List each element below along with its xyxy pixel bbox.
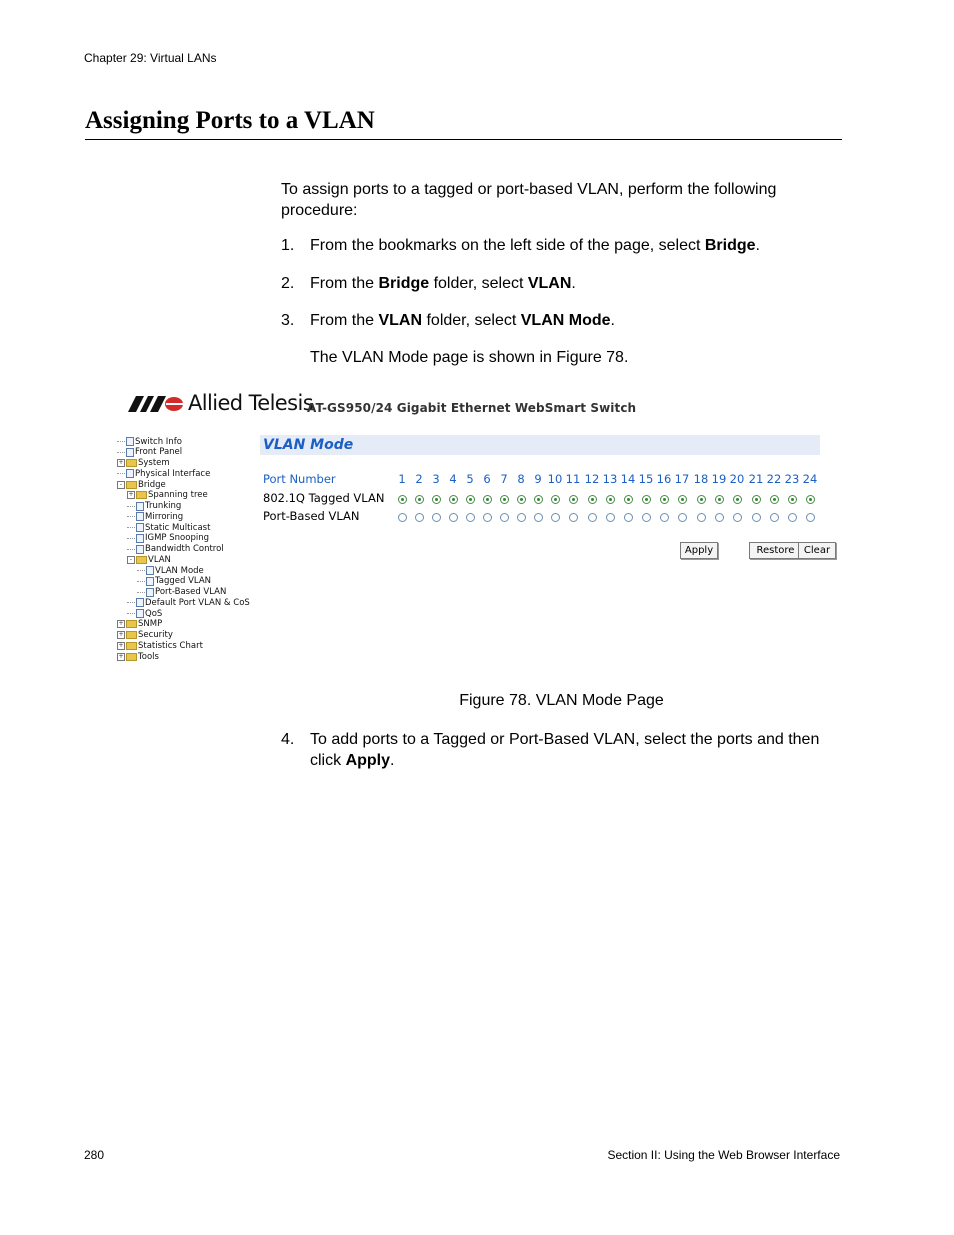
- port-number: 6: [483, 472, 491, 486]
- tree-connector-icon: [117, 441, 125, 442]
- port-number: 12: [584, 472, 600, 486]
- step-number: 2.: [281, 275, 295, 292]
- tree-connector-icon: [117, 473, 125, 474]
- tree-connector-icon: [127, 602, 135, 603]
- tagged-vlan-radio[interactable]: [517, 495, 526, 504]
- tree-item[interactable]: [117, 436, 182, 447]
- tagged-vlan-radio[interactable]: [551, 495, 560, 504]
- tree-item[interactable]: [127, 544, 224, 555]
- tree-item-label: Bandwidth Control: [145, 544, 224, 554]
- tagged-vlan-radio[interactable]: [806, 495, 815, 504]
- tree-item-label: SNMP: [138, 619, 163, 630]
- tree-item-label: Trunking: [145, 501, 182, 511]
- tree-connector-icon: [127, 527, 135, 528]
- port-number: 24: [802, 472, 818, 486]
- tree-item-label: VLAN Mode: [155, 565, 204, 576]
- tree-connector-icon: [127, 613, 135, 614]
- port-number-label: Port Number: [263, 472, 336, 486]
- port-number: 19: [711, 472, 727, 486]
- tree-item[interactable]: [137, 587, 226, 598]
- port-based-vlan-radio[interactable]: [449, 513, 458, 522]
- step-text: To add ports to a Tagged or Port-Based VLAN, select the ports and then click Apply.: [310, 731, 820, 769]
- tree-connector-icon: [137, 592, 145, 593]
- tagged-vlan-radio[interactable]: [588, 495, 597, 504]
- logo-text: Allied Telesis: [188, 391, 314, 415]
- tree-item-label: Security: [138, 630, 173, 640]
- section-title: Assigning Ports to a VLAN: [85, 107, 375, 134]
- tree-item-label: Switch Info: [135, 436, 182, 447]
- figure-header: [115, 388, 832, 424]
- step-text: From the VLAN folder, select VLAN Mode.: [310, 312, 615, 329]
- tree-item[interactable]: [127, 511, 183, 522]
- port-number: 10: [547, 472, 563, 486]
- tree-item-label: System: [138, 458, 170, 468]
- tree-item[interactable]: [117, 630, 173, 641]
- tree-item[interactable]: [127, 554, 171, 565]
- expand-icon[interactable]: +: [118, 652, 124, 660]
- port-based-vlan-radio[interactable]: [483, 513, 492, 522]
- port-based-vlan-radio[interactable]: [770, 513, 779, 522]
- tagged-vlan-radio[interactable]: [624, 495, 633, 504]
- tree-item-label: Tools: [138, 651, 159, 662]
- tree-connector-icon: [137, 570, 145, 571]
- page-icon: [126, 437, 134, 446]
- port-based-vlan-radio[interactable]: [606, 513, 615, 522]
- tree-item[interactable]: [127, 522, 210, 533]
- port-based-vlan-label: Port-Based VLAN: [263, 509, 360, 523]
- expand-icon[interactable]: +: [118, 641, 124, 649]
- collapse-icon[interactable]: -: [127, 556, 135, 564]
- port-based-vlan-radio[interactable]: [788, 513, 797, 522]
- tree-item[interactable]: [117, 468, 210, 479]
- port-based-vlan-radio[interactable]: [733, 513, 742, 522]
- tree-connector-icon: [127, 516, 135, 517]
- tree-connector-icon: [137, 581, 145, 582]
- port-based-vlan-radio[interactable]: [500, 513, 509, 522]
- tagged-vlan-radio[interactable]: [432, 495, 441, 504]
- step-number: 3.: [281, 312, 295, 329]
- tree-item-label: QoS: [145, 608, 163, 619]
- tree-connector-icon: [127, 538, 135, 539]
- tagged-vlan-radio[interactable]: [606, 495, 615, 504]
- folder-icon: [126, 631, 137, 639]
- folder-icon: [126, 459, 137, 467]
- tagged-vlan-radio[interactable]: [500, 495, 509, 504]
- tree-connector-icon: [127, 549, 135, 550]
- tree-item-label: Bridge: [138, 479, 166, 490]
- port-number: 13: [602, 472, 618, 486]
- step-3-result: The VLAN Mode page is shown in Figure 78.: [310, 349, 629, 366]
- section-footer: Section II: Using the Web Browser Interface: [607, 1148, 840, 1162]
- collapse-icon[interactable]: -: [117, 481, 125, 489]
- tree-item[interactable]: [127, 533, 209, 544]
- tagged-vlan-radio[interactable]: [715, 495, 724, 504]
- product-name: AT-GS950/24 Gigabit Ethernet WebSmart Switch: [307, 401, 637, 415]
- page-icon: [136, 512, 144, 521]
- vlan-mode-title-bar: [260, 435, 820, 455]
- intro-paragraph: To assign ports to a tagged or port-based VLAN, perform the following procedure:: [281, 181, 777, 219]
- port-based-vlan-radio[interactable]: [678, 513, 687, 522]
- tree-item[interactable]: [117, 651, 159, 662]
- tagged-vlan-label: 802.1Q Tagged VLAN: [263, 491, 385, 505]
- tree-item-label: Spanning tree: [148, 490, 208, 501]
- page-icon: [146, 588, 154, 597]
- page-icon: [136, 545, 144, 554]
- port-based-vlan-radio[interactable]: [551, 513, 560, 522]
- tagged-vlan-radio[interactable]: [534, 495, 543, 504]
- port-based-vlan-radio[interactable]: [715, 513, 724, 522]
- tree-item-label: Tagged VLAN: [155, 576, 212, 587]
- tagged-vlan-radio[interactable]: [642, 495, 651, 504]
- figure-caption: Figure 78. VLAN Mode Page: [459, 692, 664, 709]
- step-number: 4.: [281, 731, 295, 748]
- tree-item[interactable]: [127, 490, 208, 501]
- port-based-vlan-radio[interactable]: [642, 513, 651, 522]
- vlan-mode-screenshot: [115, 388, 832, 678]
- page-number: 280: [84, 1148, 105, 1162]
- port-number: 9: [534, 472, 542, 486]
- title-rule: [85, 139, 842, 140]
- tree-item-label: Port-Based VLAN: [155, 587, 227, 597]
- page-icon: [136, 609, 144, 618]
- port-number: 20: [729, 472, 745, 486]
- tree-item[interactable]: [117, 640, 203, 651]
- tree-item-label: VLAN: [148, 554, 171, 565]
- tree-item[interactable]: [127, 608, 162, 619]
- page-icon: [126, 448, 134, 457]
- page-icon: [146, 566, 154, 575]
- tagged-vlan-radio[interactable]: [398, 495, 407, 504]
- port-number: 15: [638, 472, 654, 486]
- tagged-vlan-radio[interactable]: [569, 495, 578, 504]
- port-based-vlan-radio[interactable]: [660, 513, 669, 522]
- tree-item-label: Statistics Chart: [138, 640, 203, 651]
- port-based-vlan-radio[interactable]: [466, 513, 475, 522]
- tree-item-label: Default Port VLAN & CoS: [145, 597, 250, 608]
- step-number: 1.: [281, 237, 295, 254]
- port-based-vlan-radio[interactable]: [517, 513, 526, 522]
- running-head: Chapter 29: Virtual LANs: [84, 51, 217, 65]
- tree-item-label: Static Multicast: [145, 522, 211, 533]
- folder-icon: [126, 620, 137, 628]
- tagged-vlan-radio[interactable]: [752, 495, 761, 504]
- tree-connector-icon: [117, 452, 125, 453]
- page-icon: [136, 502, 144, 511]
- folder-icon: [126, 642, 137, 650]
- tree-item[interactable]: [117, 458, 170, 469]
- port-number: 1: [398, 472, 406, 486]
- step-text: From the Bridge folder, select VLAN.: [310, 275, 576, 292]
- tagged-vlan-radio[interactable]: [483, 495, 492, 504]
- tagged-vlan-radio[interactable]: [788, 495, 797, 504]
- tree-item[interactable]: [117, 479, 166, 490]
- folder-icon: [136, 491, 147, 499]
- tree-item-label: Mirroring: [145, 511, 184, 522]
- port-number: 5: [466, 472, 474, 486]
- tree-item[interactable]: [127, 501, 181, 512]
- restore-button[interactable]: Restore: [749, 542, 802, 559]
- port-number: 3: [432, 472, 440, 486]
- clear-button[interactable]: Clear: [798, 542, 836, 559]
- page-icon: [146, 577, 154, 586]
- expand-icon[interactable]: +: [118, 631, 124, 638]
- port-based-vlan-radio[interactable]: [624, 513, 633, 522]
- folder-icon: [126, 481, 137, 489]
- port-number: 2: [415, 472, 423, 486]
- tagged-vlan-radio[interactable]: [697, 495, 706, 504]
- port-number: 16: [656, 472, 672, 486]
- port-number: 17: [674, 472, 690, 486]
- port-based-vlan-radio[interactable]: [806, 513, 815, 522]
- port-based-vlan-radio[interactable]: [752, 513, 761, 522]
- tree-item[interactable]: [117, 619, 162, 630]
- tagged-vlan-radio[interactable]: [770, 495, 779, 504]
- port-based-vlan-radio[interactable]: [697, 513, 706, 522]
- port-number: 4: [449, 472, 457, 486]
- port-based-vlan-radio[interactable]: [415, 513, 424, 522]
- port-number: 22: [766, 472, 782, 486]
- tree-item[interactable]: [127, 597, 250, 608]
- page-icon: [136, 598, 144, 607]
- port-number: 8: [517, 472, 525, 486]
- tree-item-label: Front Panel: [135, 447, 183, 458]
- tree-item[interactable]: [137, 576, 211, 587]
- expand-icon[interactable]: +: [118, 620, 124, 628]
- tree-item[interactable]: [117, 447, 182, 458]
- port-number: 23: [784, 472, 800, 486]
- expand-icon[interactable]: +: [128, 491, 134, 499]
- step-text: From the bookmarks on the left side of the page, select Bridge.: [310, 237, 760, 254]
- page-icon: [136, 534, 144, 543]
- port-number: 11: [565, 472, 581, 486]
- tagged-vlan-radio[interactable]: [678, 495, 687, 504]
- port-number: 21: [748, 472, 764, 486]
- page-icon: [126, 469, 134, 478]
- port-number: 7: [500, 472, 508, 486]
- port-number: 18: [693, 472, 709, 486]
- folder-icon: [136, 556, 147, 564]
- tree-item-label: Physical Interface: [135, 468, 211, 479]
- vlan-mode-title: VLAN Mode: [263, 437, 354, 453]
- port-based-vlan-radio[interactable]: [534, 513, 543, 522]
- apply-button[interactable]: Apply: [680, 542, 718, 559]
- expand-icon[interactable]: +: [118, 459, 124, 466]
- tagged-vlan-radio[interactable]: [415, 495, 424, 504]
- port-number: 14: [620, 472, 636, 486]
- port-based-vlan-radio[interactable]: [432, 513, 441, 522]
- tree-connector-icon: [127, 506, 135, 507]
- tagged-vlan-radio[interactable]: [660, 495, 669, 504]
- folder-icon: [126, 653, 137, 661]
- tree-item[interactable]: [137, 565, 204, 576]
- port-based-vlan-radio[interactable]: [569, 513, 578, 522]
- tagged-vlan-radio[interactable]: [449, 495, 458, 504]
- tagged-vlan-radio[interactable]: [466, 495, 475, 504]
- port-based-vlan-radio[interactable]: [588, 513, 597, 522]
- allied-telesis-logo-icon: [128, 395, 184, 413]
- tree-item-label: IGMP Snooping: [145, 533, 209, 544]
- tagged-vlan-radio[interactable]: [733, 495, 742, 504]
- page-icon: [136, 523, 144, 532]
- port-based-vlan-radio[interactable]: [398, 513, 407, 522]
